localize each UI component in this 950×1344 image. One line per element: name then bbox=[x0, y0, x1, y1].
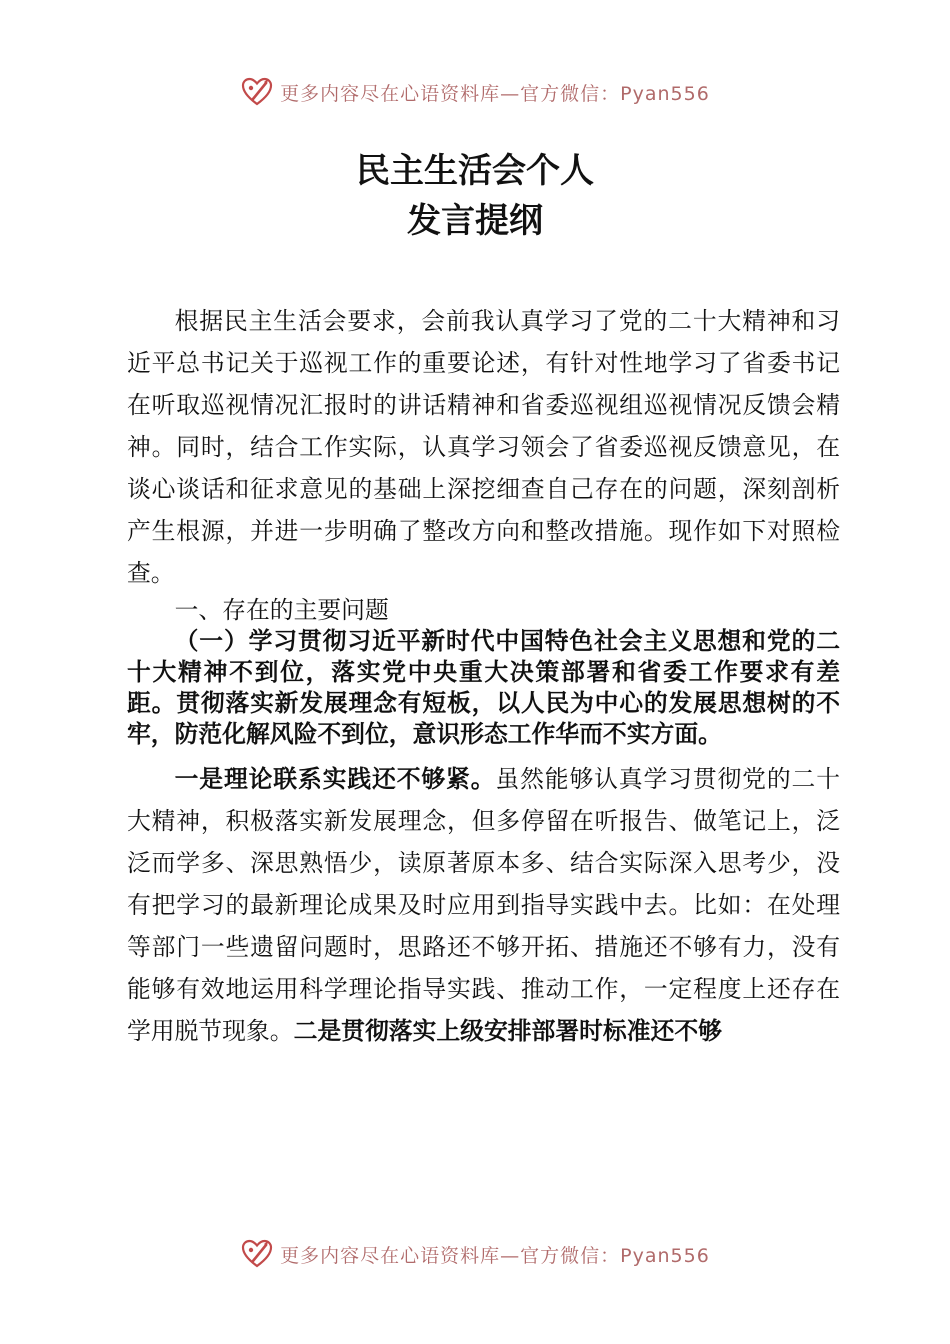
section-heading: 一、存在的主要问题 bbox=[174, 596, 389, 624]
point-paragraph bbox=[127, 758, 840, 1052]
title-line-1: 民主生活会个人 bbox=[356, 151, 594, 191]
watermark-text-cn: 更多内容尽在心语资料库—官方微信： bbox=[280, 1244, 621, 1267]
intro-paragraph: 根据民主生活会要求，会前我认真学习了党的二十大精神和习近平总书记关于巡视工作的重要论述，有针对性地学习了省委书记在听取巡视情况汇报时的讲话精神和省委巡视组巡视情况反馈会精神。同时，结合工作实际，认真学习领会了省委巡视反馈意见，在谈心谈话和征求意见的基础上深挖细查自己存在的问题，深刻剖析产生根源，并进一步明确了整改方向和整改措施。现作如下对照检查。 bbox=[127, 307, 840, 587]
title-line-2: 发言提纲 bbox=[407, 201, 543, 241]
watermark-wechat-id: Pyan556 bbox=[620, 1244, 710, 1267]
heart-pen-logo-icon bbox=[240, 1237, 274, 1271]
point-1-text: 虽然能够认真学习贯彻党的二十大精神，积极落实新发展理念，但多停留在听报告、做笔记上，泛泛而学多、深思熟悟少，读原著原本多、结合实际深入思考少，没有把学习的最新理论成果及时应用到指导实践中去。比如：在处理等部门一些遗留问题时，思路还不够开拓、措施还不够有力，没有能够有效地运用科学理论指导实践、推动工作，一定程度上还存在学用脱节现象。 bbox=[127, 765, 841, 1045]
document-title bbox=[0, 146, 950, 246]
point-1-title: 一是理论联系实践还不够紧。 bbox=[174, 765, 496, 793]
watermark-header bbox=[0, 72, 950, 112]
document-body bbox=[127, 300, 840, 1052]
point-2-title: 二是贯彻落实上级安排部署时标准还不够 bbox=[293, 1017, 722, 1045]
watermark-text bbox=[280, 1241, 710, 1268]
subsection-heading: （一）学习贯彻习近平新时代中国特色社会主义思想和党的二十大精神不到位，落实党中央重大决策部署和省委工作要求有差距。贯彻落实新发展理念有短板，以人民为中心的发展思想树的不牢，防范化解风险不到位，意识形态工作华而不实方面。 bbox=[127, 627, 840, 748]
watermark-footer bbox=[0, 1234, 950, 1274]
heart-pen-logo-icon bbox=[240, 75, 274, 109]
watermark-wechat-id: Pyan556 bbox=[620, 82, 710, 105]
watermark-text bbox=[280, 79, 710, 106]
watermark-text-cn: 更多内容尽在心语资料库—官方微信： bbox=[280, 82, 621, 105]
